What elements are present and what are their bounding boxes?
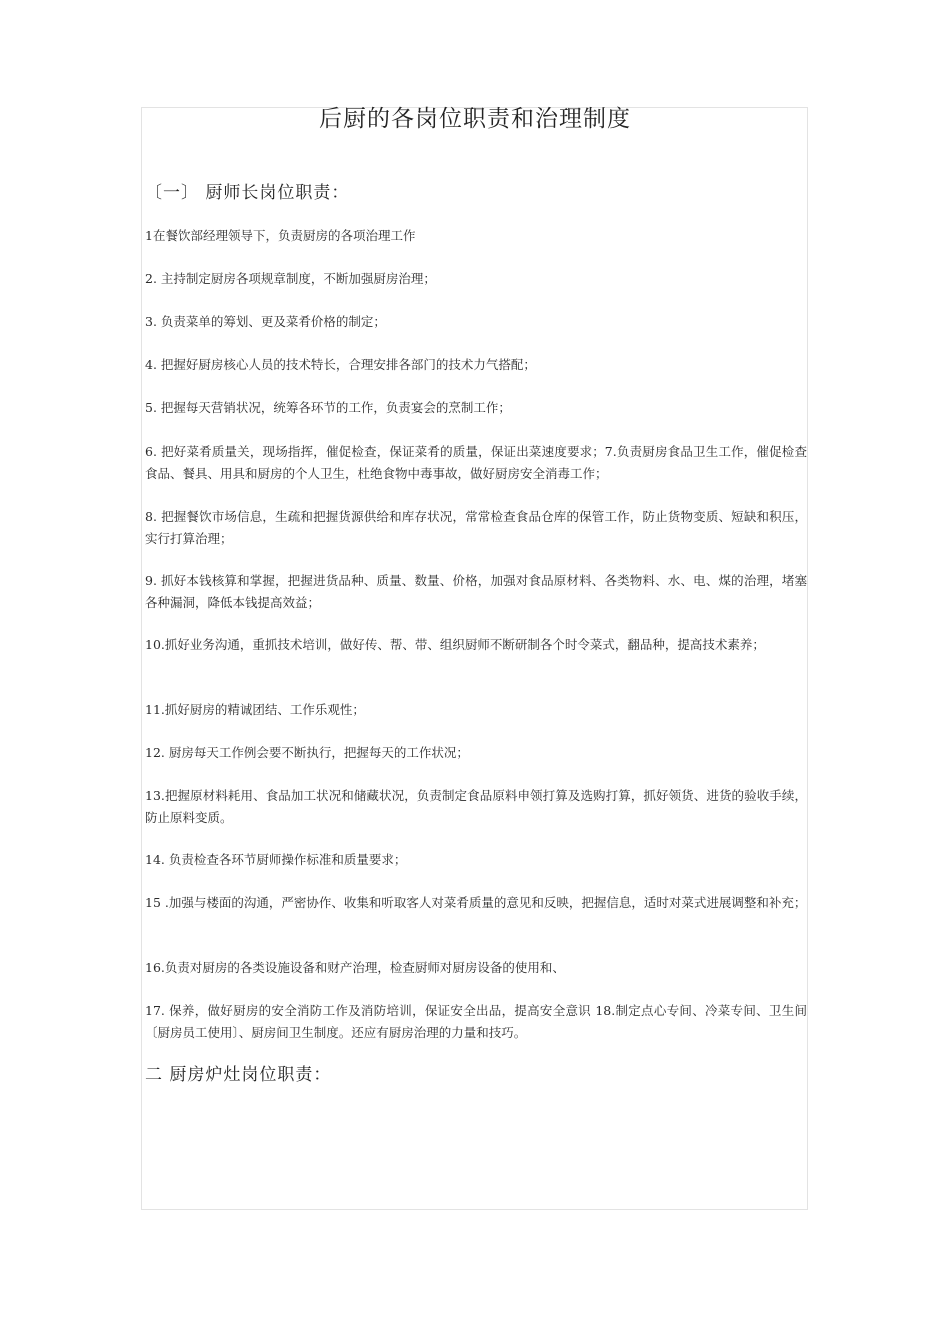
duty-item-5: 5. 把握每天营销状况，统筹各环节的工作，负责宴会的烹制工作； bbox=[145, 400, 511, 415]
section-heading-stove: 二 厨房炉灶岗位职责： bbox=[145, 1065, 332, 1085]
duty-item-17-18: 17. 保养，做好厨房的安全消防工作及消防培训，保证安全出品，提高安全意识 18.制定点心专间、冷菜专间、卫生间〔厨房员工使用〕、厨房间卫生制度。还应有厨房治理的力量和技巧。 bbox=[145, 1003, 807, 1040]
duty-item-3: 3. 负责菜单的筹划、更及菜肴价格的制定； bbox=[145, 314, 386, 329]
duty-item-8: 8. 把握餐饮市场信息，生疏和把握货源供给和库存状况，常常检查食品仓库的保管工作，防止货物变质、短缺和积压，实行打算治理； bbox=[145, 509, 807, 546]
duty-item-13: 13.把握原材料耗用、食品加工状况和储藏状况，负责制定食品原料申领打算及选购打算，抓好领货、进货的验收手续，防止原料变质。 bbox=[145, 788, 807, 825]
duty-item-12: 12. 厨房每天工作例会要不断执行，把握每天的工作状况； bbox=[145, 745, 469, 760]
section-heading-chef: 〔一〕 厨师长岗位职责： bbox=[145, 183, 350, 203]
duty-item-1: 1在餐饮部经理领导下，负责厨房的各项治理工作 bbox=[145, 228, 416, 243]
duty-item-15: 15 .加强与楼面的沟通，严密协作、收集和听取客人对菜肴质量的意见和反映，把握信息，适时对菜式进展调整和补充； bbox=[145, 895, 807, 910]
duty-item-14: 14. 负责检查各环节厨师操作标准和质量要求； bbox=[145, 852, 407, 867]
duty-item-2: 2. 主持制定厨房各项规章制度，不断加强厨房治理； bbox=[145, 271, 436, 286]
document-title: 后厨的各岗位职责和治理制度 bbox=[319, 106, 631, 132]
duty-item-4: 4. 把握好厨房核心人员的技术特长，合理安排各部门的技术力气搭配； bbox=[145, 357, 536, 372]
duty-item-11: 11.抓好厨房的精诚团结、工作乐观性； bbox=[145, 702, 365, 717]
duty-item-16: 16.负责对厨房的各类设施设备和财产治理，检查厨师对厨房设备的使用和、 bbox=[145, 960, 565, 975]
duty-item-10: 10.抓好业务沟通，重抓技术培训，做好传、帮、带、组织厨师不断研制各个时令菜式，翻品种，提高技术素养； bbox=[145, 637, 765, 652]
duty-item-6-7: 6. 把好菜肴质量关，现场指挥，催促检查，保证菜肴的质量，保证出菜速度要求；7.负责厨房食品卫生工作，催促检查食品、餐具、用具和厨房的个人卫生，杜绝食物中毒事故，做好厨房安全消毒工作； bbox=[145, 444, 807, 481]
duty-item-9: 9. 抓好本钱核算和掌握，把握进货品种、质量、数量、价格，加强对食品原材料、各类物料、水、电、煤的治理，堵塞各种漏洞，降低本钱提高效益； bbox=[145, 573, 807, 610]
